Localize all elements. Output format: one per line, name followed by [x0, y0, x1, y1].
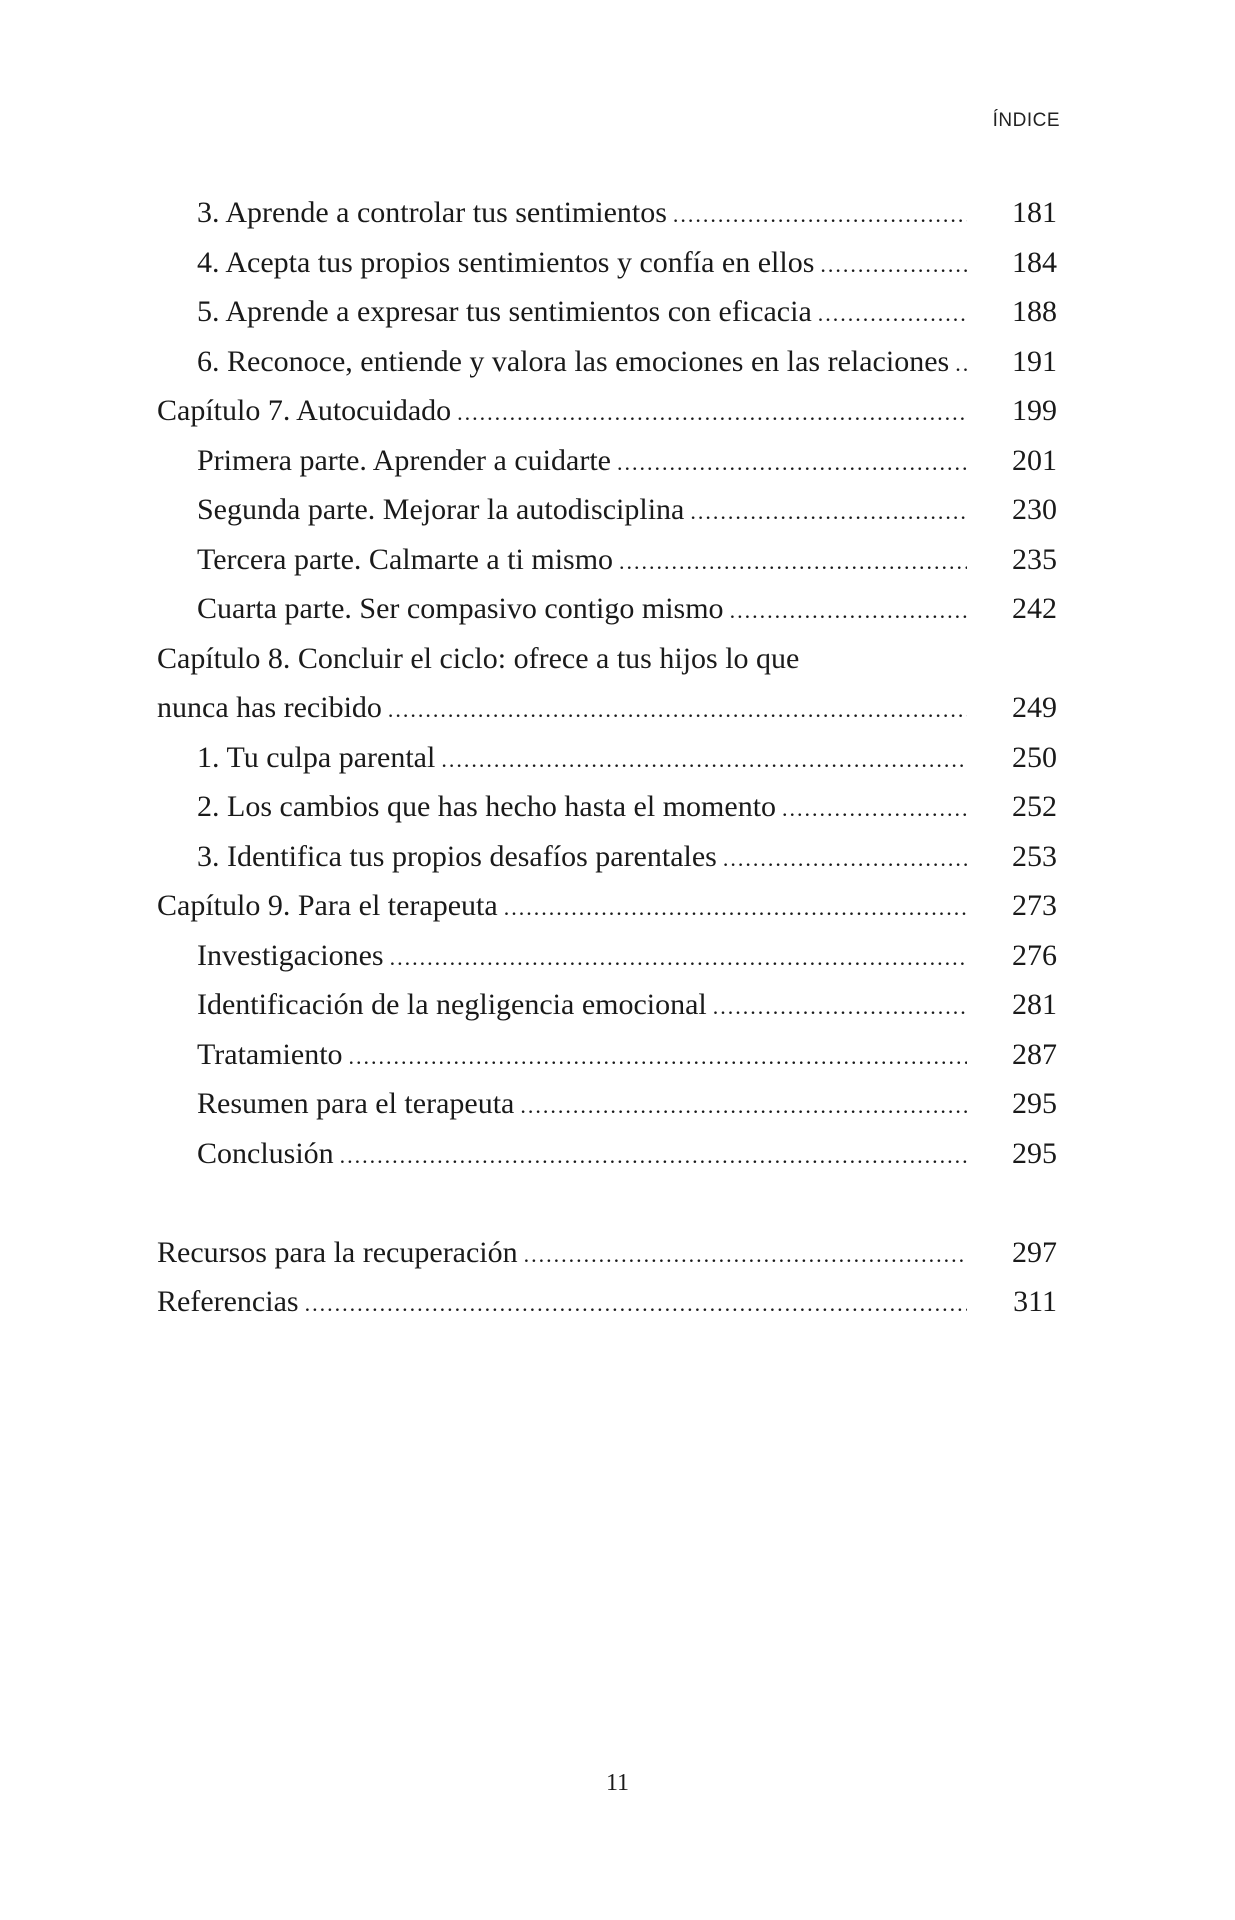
- dot-leader: [520, 1081, 967, 1131]
- toc-entry: [157, 931, 1057, 981]
- toc-entry: [157, 1079, 1057, 1129]
- toc-entry-title: Cuarta parte. Ser compasivo contigo mismo: [197, 592, 724, 625]
- toc-entry-page: 273: [1012, 889, 1057, 922]
- toc-entry-page: 230: [1012, 493, 1057, 526]
- toc-entry-page: 242: [1012, 592, 1057, 625]
- toc-entry-title: Segunda parte. Mejorar la autodisciplina: [197, 493, 685, 526]
- toc-entry-page: 235: [1012, 542, 1057, 576]
- dot-leader: [955, 339, 967, 389]
- toc-entry-page: 311: [1013, 1285, 1057, 1318]
- dot-leader: [524, 1230, 967, 1280]
- dot-leader: [457, 388, 967, 438]
- dot-leader: [820, 240, 967, 290]
- toc-entry-page: 281: [1012, 988, 1057, 1021]
- toc-entry: [157, 980, 1057, 1030]
- toc-entry-title: Identificación de la negligencia emocional: [197, 988, 707, 1021]
- toc-entry-page: 287: [1012, 1037, 1057, 1071]
- toc-entry-title: Tercera parte. Calmarte a ti mismo: [197, 542, 614, 576]
- dot-leader: [690, 487, 967, 537]
- page-number: 11: [605, 1770, 630, 1796]
- toc-entry-page: 250: [1012, 740, 1057, 774]
- dot-leader: [723, 834, 967, 884]
- toc-chapter-entry-continuation: [157, 683, 1057, 733]
- dot-leader: [390, 933, 967, 983]
- toc-entry: [157, 337, 1057, 387]
- toc-entry-title: 3. Aprende a controlar tus sentimientos: [197, 196, 667, 229]
- dot-leader: [730, 586, 967, 636]
- toc-backmatter-entry: [157, 1228, 1057, 1278]
- toc-chapter-entry: [157, 386, 1057, 436]
- toc-entry-page: 297: [1012, 1235, 1057, 1269]
- toc-entry-page: 295: [1012, 1087, 1057, 1120]
- toc-entry-page: 276: [1012, 938, 1057, 972]
- toc-entry-title: Recursos para la recuperación: [157, 1235, 518, 1269]
- toc-entry-title: 2. Los cambios que has hecho hasta el momento: [197, 790, 777, 823]
- toc-entry: [157, 436, 1057, 486]
- dot-leader: [713, 982, 967, 1032]
- toc-entry-page: 184: [1012, 245, 1057, 279]
- toc-entry-title: Capítulo 7. Autocuidado: [157, 394, 452, 427]
- toc-entry: [157, 584, 1057, 634]
- toc-entry: [157, 188, 1057, 238]
- toc-entry-title: Resumen para el terapeuta: [197, 1087, 515, 1120]
- dot-leader: [388, 685, 967, 735]
- toc-chapter-entry: [157, 881, 1057, 931]
- running-header: ÍNDICE: [992, 110, 1060, 131]
- toc-entry-page: 253: [1012, 839, 1057, 873]
- toc-chapter-entry: [157, 634, 1057, 684]
- toc-entry-title: 4. Acepta tus propios sentimientos y confía en ellos: [197, 245, 815, 279]
- dot-leader: [673, 190, 967, 240]
- toc-entry: [157, 535, 1057, 585]
- toc-entry-title: Capítulo 8. Concluir el ciclo: ofrece a tus hijos lo que: [157, 641, 800, 675]
- toc-entry-page: 199: [1012, 394, 1057, 427]
- toc-entry-title: Tratamiento: [197, 1037, 343, 1071]
- toc-entry-page: 252: [1012, 790, 1057, 823]
- toc-entry: [157, 1129, 1057, 1179]
- toc-entry-page: 191: [1012, 344, 1057, 378]
- toc-entry-title: nunca has recibido: [157, 691, 382, 724]
- toc-entry: [157, 287, 1057, 337]
- toc-entry-page: 249: [1012, 691, 1057, 724]
- toc-entry-page: 181: [1012, 196, 1057, 229]
- dot-leader: [504, 883, 967, 933]
- dot-leader: [441, 735, 967, 785]
- table-of-contents: [157, 188, 1057, 1327]
- toc-entry-title: Primera parte. Aprender a cuidarte: [197, 443, 611, 477]
- dot-leader: [619, 537, 967, 587]
- toc-entry: [157, 485, 1057, 535]
- toc-entry: [157, 238, 1057, 288]
- toc-entry-page: 295: [1012, 1136, 1057, 1170]
- dot-leader: [349, 1032, 967, 1082]
- toc-entry-title: Conclusión: [197, 1136, 334, 1170]
- toc-entry-title: Referencias: [157, 1285, 299, 1318]
- dot-leader: [818, 289, 967, 339]
- dot-leader: [617, 438, 967, 488]
- toc-entry: [157, 782, 1057, 832]
- toc-entry-title: 6. Reconoce, entiende y valora las emociones en las relaciones: [197, 344, 950, 378]
- toc-entry: [157, 733, 1057, 783]
- toc-entry-page: 201: [1012, 443, 1057, 477]
- dot-leader: [782, 784, 967, 834]
- toc-entry-title: 3. Identifica tus propios desafíos parentales: [197, 839, 717, 873]
- toc-entry-page: 188: [1012, 295, 1057, 328]
- toc-backmatter-entry: [157, 1277, 1057, 1327]
- toc-entry: [157, 832, 1057, 882]
- toc-entry-title: Investigaciones: [197, 938, 384, 972]
- dot-leader: [305, 1279, 967, 1329]
- toc-entry: [157, 1030, 1057, 1080]
- toc-entry-title: Capítulo 9. Para el terapeuta: [157, 889, 498, 922]
- toc-entry-title: 1. Tu culpa parental: [197, 740, 436, 774]
- toc-entry-title: 5. Aprende a expresar tus sentimientos con eficacia: [197, 295, 812, 328]
- dot-leader: [340, 1131, 967, 1181]
